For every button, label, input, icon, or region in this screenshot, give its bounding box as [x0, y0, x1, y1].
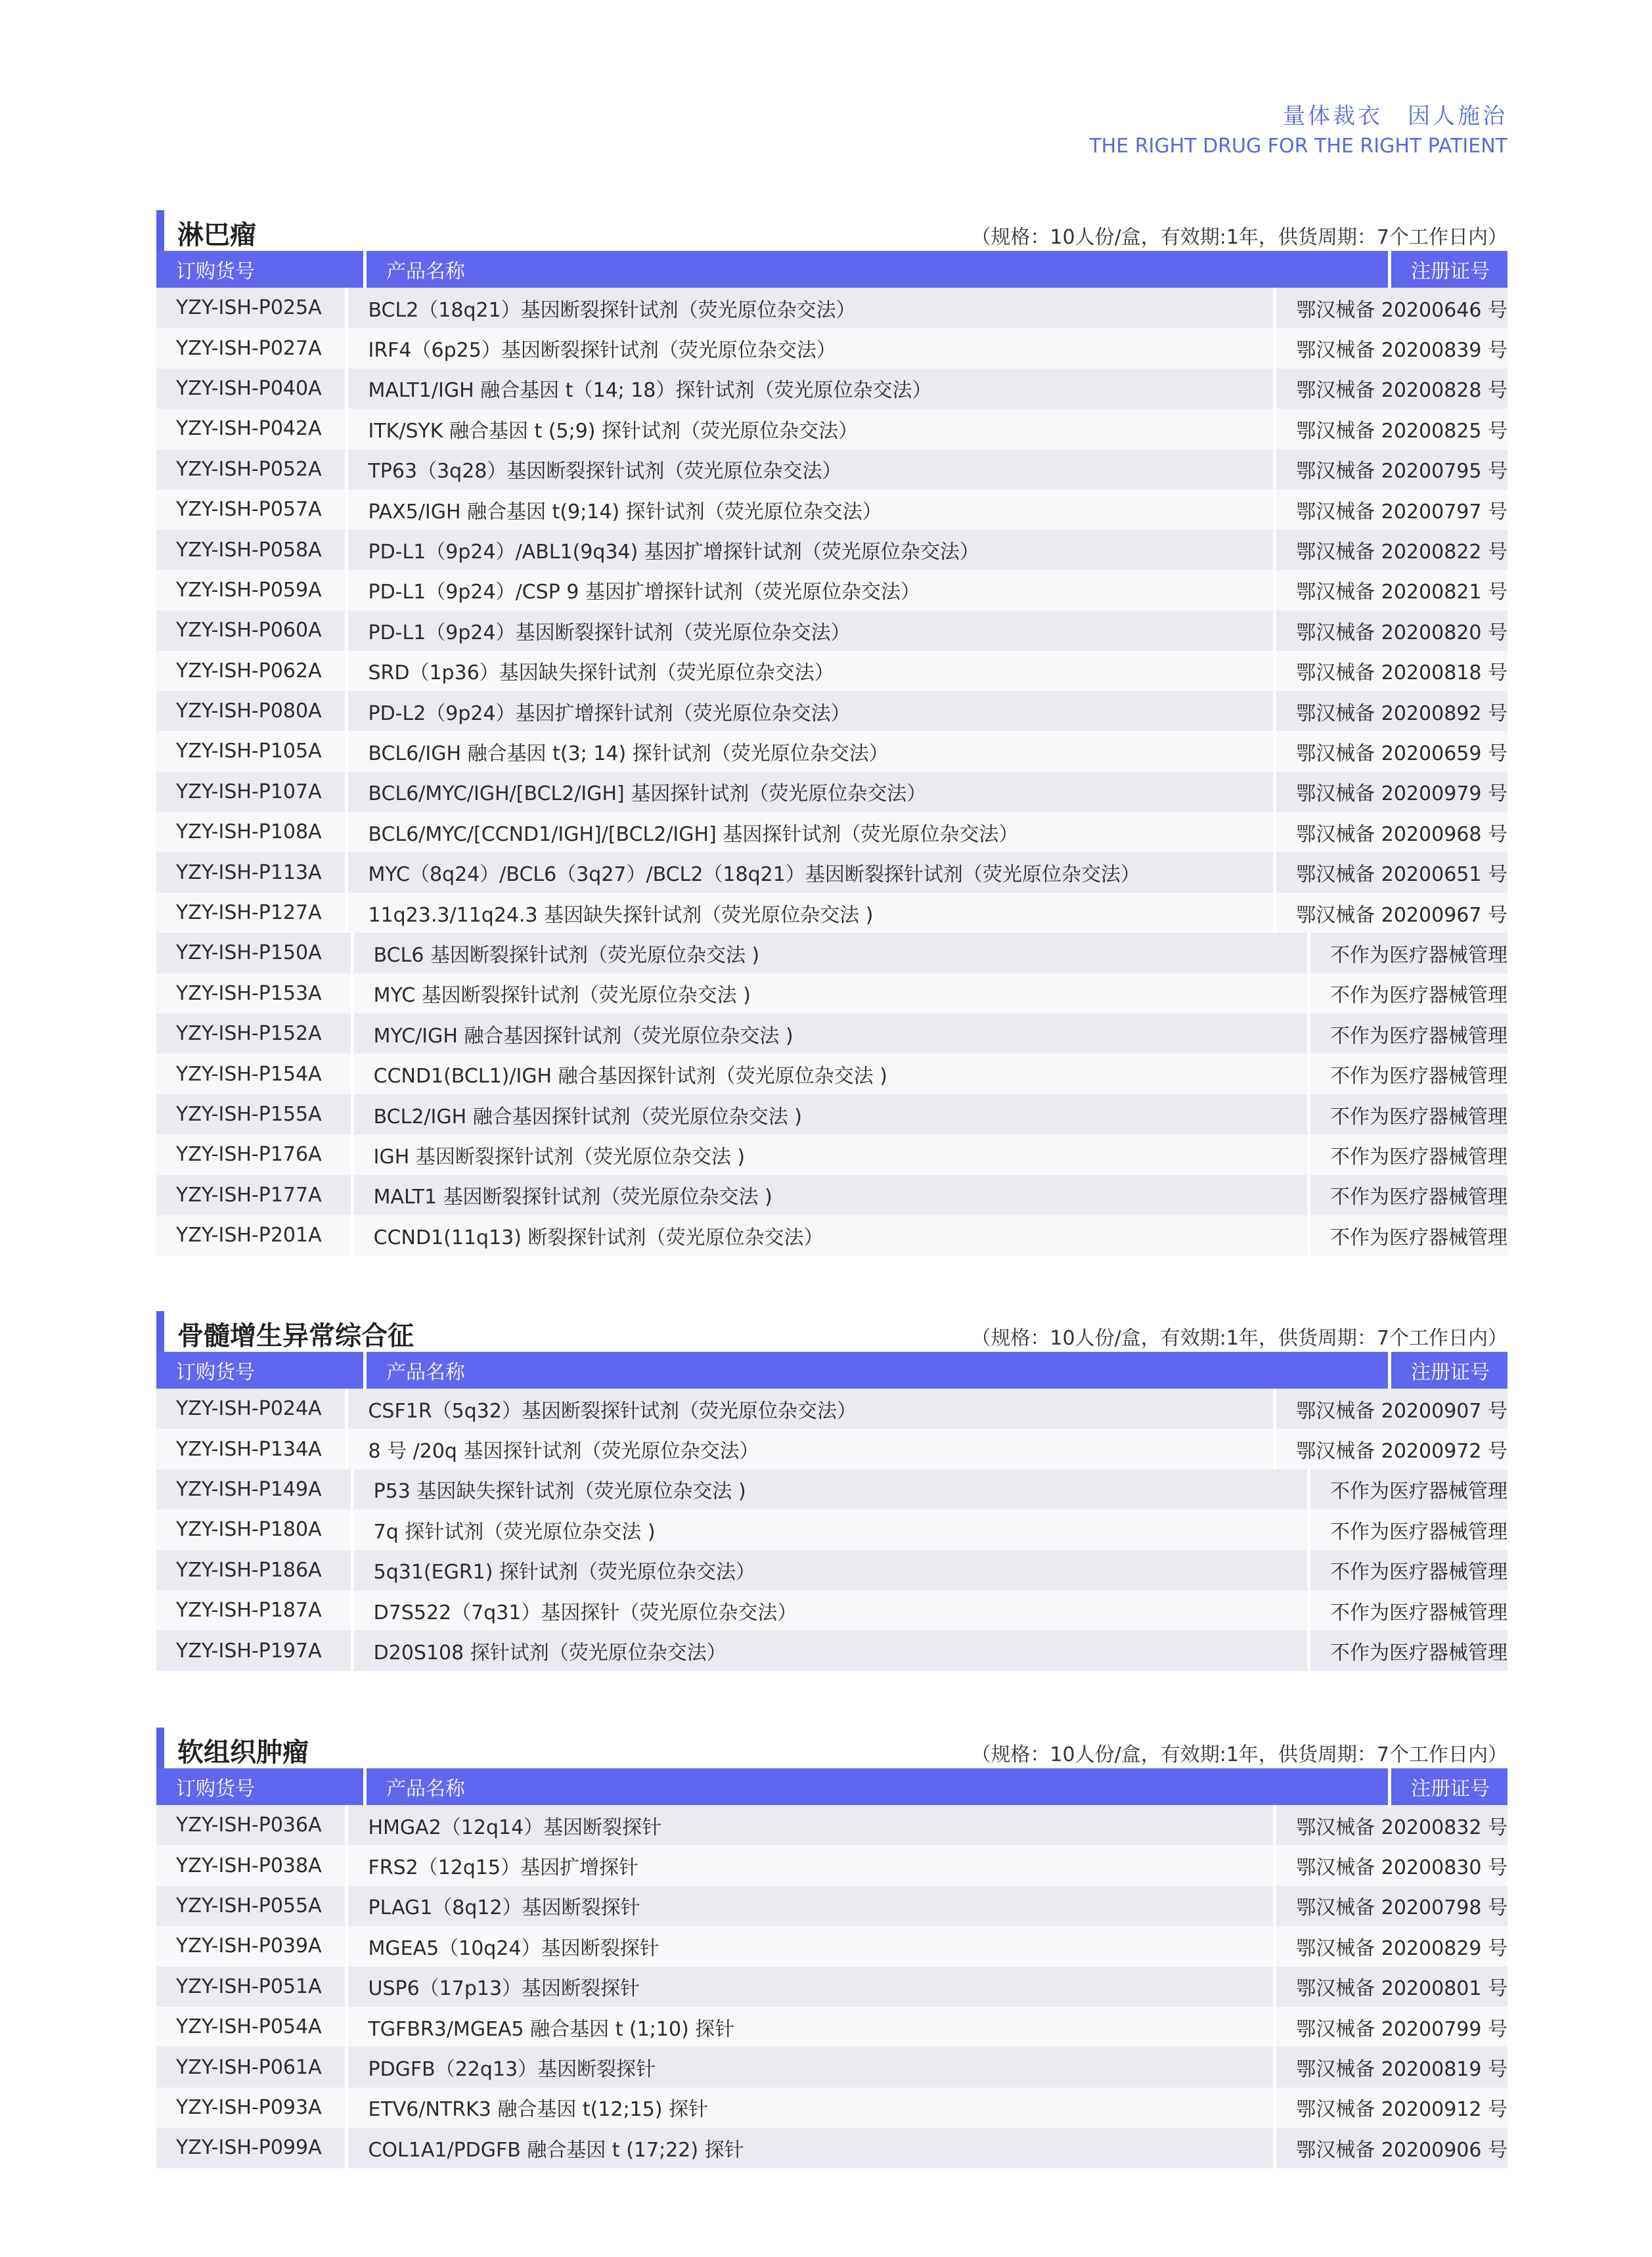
cell-product-name: MGEA5（10q24）基因断裂探针 [348, 1926, 1276, 1966]
table-body [156, 1805, 1507, 2168]
cell-registration-no: 鄂汉械备 20200801 号 [1296, 1977, 1507, 2001]
cell-registration-no: 不作为医疗器械管理 [1330, 1145, 1507, 1169]
cell-registration-no: 鄂汉械备 20200972 号 [1296, 1440, 1507, 1464]
section-title: 淋巴瘤 [177, 220, 256, 250]
cell-registration-no: 鄂汉械备 20200651 号 [1296, 863, 1507, 887]
cell-product-name: COL1A1/PDGFB 融合基因 t (17;22) 探针 [348, 2128, 1276, 2168]
section-soft-tissue-tumor [156, 1726, 1507, 2168]
cell-order-no: YZY-ISH-P052A [156, 449, 348, 489]
cell-order-no: YZY-ISH-P025A [156, 288, 348, 328]
header-order-no: 订购货号 [156, 1768, 367, 1805]
section-header [156, 1726, 1507, 1768]
cell-registration-no: 鄂汉械备 20200967 号 [1296, 903, 1507, 927]
cell-product-name: USP6（17p13）基因断裂探针 [348, 1967, 1276, 2007]
table-row [156, 1429, 1507, 1469]
section-lymphoma [156, 209, 1507, 1255]
table-row [156, 610, 1507, 650]
table-row [156, 1845, 1507, 1885]
table-row [156, 328, 1507, 368]
cell-registration-no: 不作为医疗器械管理 [1330, 1520, 1507, 1544]
table-row [156, 489, 1507, 529]
cell-product-name: 7q 探针试剂（荧光原位杂交法 ) [354, 1509, 1310, 1550]
cell-product-name: SRD（1p36）基因缺失探针试剂（荧光原位杂交法） [348, 651, 1276, 691]
cell-order-no: YZY-ISH-P027A [156, 328, 348, 368]
cell-product-name: 5q31(EGR1) 探针试剂（荧光原位杂交法） [354, 1550, 1310, 1590]
slogan-chinese: 量体裁衣 因人施治 [1283, 103, 1507, 129]
cell-order-no: YZY-ISH-P039A [156, 1926, 348, 1966]
table-header [156, 1352, 1507, 1389]
cell-product-name: PDGFB（22q13）基因断裂探针 [348, 2047, 1276, 2087]
table-row [156, 772, 1507, 812]
cell-order-no: YZY-ISH-P186A [156, 1550, 354, 1590]
cell-order-no: YZY-ISH-P036A [156, 1805, 348, 1845]
table-row [156, 1967, 1507, 2007]
section-spec: （规格：10人份/盒，有效期:1年，供货周期：7个工作日内） [971, 1327, 1507, 1350]
cell-registration-no: 鄂汉械备 20200821 号 [1296, 581, 1507, 604]
cell-product-name: ETV6/NTRK3 融合基因 t(12;15) 探针 [348, 2088, 1276, 2128]
cell-order-no: YZY-ISH-P042A [156, 409, 348, 449]
header-product-name: 产品名称 [367, 1768, 1391, 1805]
cell-registration-no: 不作为医疗器械管理 [1330, 1105, 1507, 1128]
cell-product-name: BCL6/MYC/[CCND1/IGH]/[BCL2/IGH] 基因探针试剂（荧光原位杂交法） [348, 812, 1276, 852]
cell-registration-no: 鄂汉械备 20200830 号 [1296, 1856, 1507, 1880]
cell-registration-no: 鄂汉械备 20200828 号 [1296, 379, 1507, 403]
cell-order-no: YZY-ISH-P051A [156, 1967, 348, 2007]
cell-order-no: YZY-ISH-P105A [156, 731, 348, 771]
table-header [156, 1768, 1507, 1805]
cell-order-no: YZY-ISH-P061A [156, 2047, 348, 2087]
cell-product-name: CCND1(11q13) 断裂探针试剂（荧光原位杂交法） [354, 1215, 1310, 1255]
table-row [156, 691, 1507, 731]
cell-product-name: MYC（8q24）/BCL6（3q27）/BCL2（18q21）基因断裂探针试剂（荧光原位杂交法） [348, 852, 1276, 892]
cell-order-no: YZY-ISH-P062A [156, 651, 348, 691]
cell-order-no: YZY-ISH-P055A [156, 1886, 348, 1926]
cell-product-name: MYC/IGH 融合基因探针试剂（荧光原位杂交法 ) [354, 1014, 1310, 1054]
table-row [156, 288, 1507, 328]
section-title: 软组织肿瘤 [177, 1737, 309, 1768]
header-registration-no: 注册证号 [1411, 1777, 1490, 1800]
slogan-english: THE RIGHT DRUG FOR THE RIGHT PATIENT [1089, 135, 1507, 158]
cell-order-no: YZY-ISH-P038A [156, 1845, 348, 1885]
cell-registration-no: 鄂汉械备 20200829 号 [1296, 1936, 1507, 1960]
cell-order-no: YZY-ISH-P152A [156, 1014, 354, 1054]
cell-order-no: YZY-ISH-P057A [156, 489, 348, 529]
table-row [156, 1590, 1507, 1630]
table-row [156, 1215, 1507, 1255]
table-row [156, 1886, 1507, 1926]
section-accent-bar [156, 210, 164, 251]
header-order-no: 订购货号 [156, 251, 367, 288]
table-row [156, 852, 1507, 892]
cell-product-name: BCL6/MYC/IGH/[BCL2/IGH] 基因探针试剂（荧光原位杂交法） [348, 772, 1276, 812]
cell-product-name: TP63（3q28）基因断裂探针试剂（荧光原位杂交法） [348, 449, 1276, 489]
cell-product-name: PAX5/IGH 融合基因 t(9;14) 探针试剂（荧光原位杂交法） [348, 489, 1276, 529]
cell-registration-no: 不作为医疗器械管理 [1330, 1642, 1507, 1665]
cell-registration-no: 鄂汉械备 20200907 号 [1296, 1399, 1507, 1423]
cell-product-name: MALT1/IGH 融合基因 t（14; 18）探针试剂（荧光原位杂交法） [348, 369, 1276, 409]
table-row [156, 1805, 1507, 1845]
cell-product-name: IRF4（6p25）基因断裂探针试剂（荧光原位杂交法） [348, 328, 1276, 368]
cell-registration-no: 鄂汉械备 20200912 号 [1296, 2098, 1507, 2122]
header-product-name: 产品名称 [367, 1352, 1391, 1389]
table-row [156, 2007, 1507, 2047]
table-row [156, 893, 1507, 933]
section-mds [156, 1310, 1507, 1671]
cell-product-name: PLAG1（8q12）基因断裂探针 [348, 1886, 1276, 1926]
cell-order-no: YZY-ISH-P080A [156, 691, 348, 731]
header-order-no: 订购货号 [156, 1352, 367, 1389]
table-row [156, 1134, 1507, 1174]
table-row [156, 1175, 1507, 1215]
section-accent-bar [156, 1311, 164, 1352]
cell-order-no: YZY-ISH-P176A [156, 1134, 354, 1174]
cell-registration-no: 鄂汉械备 20200818 号 [1296, 661, 1507, 685]
table-row [156, 812, 1507, 852]
table-body [156, 1389, 1507, 1671]
cell-order-no: YZY-ISH-P054A [156, 2007, 348, 2047]
header-product-name: 产品名称 [367, 251, 1391, 288]
cell-order-no: YZY-ISH-P040A [156, 369, 348, 409]
cell-registration-no: 鄂汉械备 20200799 号 [1296, 2017, 1507, 2041]
table-row [156, 651, 1507, 691]
table-row [156, 1469, 1507, 1509]
cell-order-no: YZY-ISH-P058A [156, 529, 348, 570]
cell-product-name: D20S108 探针试剂（荧光原位杂交法） [354, 1630, 1310, 1670]
section-accent-bar [156, 1728, 164, 1768]
table-row [156, 1389, 1507, 1429]
cell-order-no: YZY-ISH-P149A [156, 1469, 354, 1509]
cell-registration-no: 鄂汉械备 20200822 号 [1296, 541, 1507, 564]
header-registration-no: 注册证号 [1411, 260, 1490, 283]
cell-registration-no: 不作为医疗器械管理 [1330, 1226, 1507, 1249]
table-row [156, 1630, 1507, 1670]
cell-product-name: P53 基因缺失探针试剂（荧光原位杂交法 ) [354, 1469, 1310, 1509]
table-row [156, 2088, 1507, 2128]
table-row [156, 449, 1507, 489]
cell-registration-no: 鄂汉械备 20200832 号 [1296, 1816, 1507, 1839]
cell-registration-no: 鄂汉械备 20200646 号 [1296, 298, 1507, 322]
cell-order-no: YZY-ISH-P150A [156, 933, 354, 973]
cell-product-name: PD-L1（9p24）基因断裂探针试剂（荧光原位杂交法） [348, 610, 1276, 650]
cell-registration-no: 鄂汉械备 20200839 号 [1296, 339, 1507, 363]
cell-registration-no: 不作为医疗器械管理 [1330, 1601, 1507, 1624]
cell-order-no: YZY-ISH-P155A [156, 1094, 354, 1134]
section-header [156, 1310, 1507, 1352]
table-row [156, 1550, 1507, 1590]
cell-order-no: YZY-ISH-P107A [156, 772, 348, 812]
cell-order-no: YZY-ISH-P059A [156, 570, 348, 610]
cell-product-name: MALT1 基因断裂探针试剂（荧光原位杂交法 ) [354, 1175, 1310, 1215]
section-header [156, 209, 1507, 251]
cell-registration-no: 鄂汉械备 20200797 号 [1296, 500, 1507, 524]
table-row [156, 1509, 1507, 1550]
cell-product-name: CSF1R（5q32）基因断裂探针试剂（荧光原位杂交法） [348, 1389, 1276, 1429]
slogan [1089, 102, 1507, 161]
cell-registration-no: 不作为医疗器械管理 [1330, 1024, 1507, 1048]
cell-order-no: YZY-ISH-P108A [156, 812, 348, 852]
cell-product-name: BCL6 基因断裂探针试剂（荧光原位杂交法 ) [354, 933, 1310, 973]
cell-order-no: YZY-ISH-P093A [156, 2088, 348, 2128]
table-row [156, 2047, 1507, 2087]
cell-product-name: 8 号 /20q 基因探针试剂（荧光原位杂交法） [348, 1429, 1276, 1469]
cell-product-name: BCL2/IGH 融合基因探针试剂（荧光原位杂交法 ) [354, 1094, 1310, 1134]
cell-registration-no: 不作为医疗器械管理 [1330, 984, 1507, 1008]
table-row [156, 409, 1507, 449]
cell-registration-no: 鄂汉械备 20200979 号 [1296, 782, 1507, 806]
cell-registration-no: 鄂汉械备 20200892 号 [1296, 702, 1507, 725]
table-row [156, 529, 1507, 570]
table-header [156, 251, 1507, 288]
cell-product-name: PD-L1（9p24）/ABL1(9q34) 基因扩增探针试剂（荧光原位杂交法） [348, 529, 1276, 570]
cell-registration-no: 鄂汉械备 20200795 号 [1296, 460, 1507, 483]
cell-order-no: YZY-ISH-P201A [156, 1215, 354, 1255]
cell-registration-no: 鄂汉械备 20200659 号 [1296, 742, 1507, 765]
table-row [156, 1926, 1507, 1966]
cell-order-no: YZY-ISH-P060A [156, 610, 348, 650]
cell-order-no: YZY-ISH-P154A [156, 1054, 354, 1094]
cell-product-name: BCL2（18q21）基因断裂探针试剂（荧光原位杂交法） [348, 288, 1276, 328]
table-row [156, 731, 1507, 771]
cell-product-name: ITK/SYK 融合基因 t (5;9) 探针试剂（荧光原位杂交法） [348, 409, 1276, 449]
cell-order-no: YZY-ISH-P180A [156, 1509, 354, 1550]
cell-product-name: BCL6/IGH 融合基因 t(3; 14) 探针试剂（荧光原位杂交法） [348, 731, 1276, 771]
cell-registration-no: 鄂汉械备 20200820 号 [1296, 621, 1507, 644]
cell-product-name: FRS2（12q15）基因扩增探针 [348, 1845, 1276, 1885]
cell-order-no: YZY-ISH-P113A [156, 852, 348, 892]
table-row [156, 570, 1507, 610]
cell-registration-no: 鄂汉械备 20200819 号 [1296, 2058, 1507, 2082]
section-spec: （规格：10人份/盒，有效期:1年，供货周期：7个工作日内） [971, 226, 1507, 249]
section-title: 骨髓增生异常综合征 [177, 1321, 414, 1351]
cell-registration-no: 鄂汉械备 20200798 号 [1296, 1896, 1507, 1920]
table-row [156, 369, 1507, 409]
cell-registration-no: 不作为医疗器械管理 [1330, 1186, 1507, 1209]
header-registration-no: 注册证号 [1411, 1361, 1490, 1384]
cell-registration-no: 不作为医疗器械管理 [1330, 1065, 1507, 1088]
cell-registration-no: 鄂汉械备 20200906 号 [1296, 2138, 1507, 2162]
table-row [156, 2128, 1507, 2168]
cell-registration-no: 不作为医疗器械管理 [1330, 1561, 1507, 1584]
table-row [156, 1054, 1507, 1094]
cell-order-no: YZY-ISH-P177A [156, 1175, 354, 1215]
cell-product-name: TGFBR3/MGEA5 融合基因 t (1;10) 探针 [348, 2007, 1276, 2047]
cell-registration-no: 不作为医疗器械管理 [1330, 943, 1507, 967]
cell-order-no: YZY-ISH-P134A [156, 1429, 348, 1469]
table-row [156, 973, 1507, 1014]
cell-order-no: YZY-ISH-P099A [156, 2128, 348, 2168]
cell-product-name: HMGA2（12q14）基因断裂探针 [348, 1805, 1276, 1845]
cell-registration-no: 不作为医疗器械管理 [1330, 1480, 1507, 1504]
cell-product-name: PD-L2（9p24）基因扩增探针试剂（荧光原位杂交法） [348, 691, 1276, 731]
cell-registration-no: 鄂汉械备 20200825 号 [1296, 419, 1507, 443]
cell-product-name: CCND1(BCL1)/IGH 融合基因探针试剂（荧光原位杂交法 ) [354, 1054, 1310, 1094]
cell-order-no: YZY-ISH-P187A [156, 1590, 354, 1630]
cell-registration-no: 鄂汉械备 20200968 号 [1296, 822, 1507, 846]
table-row [156, 933, 1507, 973]
section-spec: （规格：10人份/盒，有效期:1年，供货周期：7个工作日内） [971, 1743, 1507, 1766]
cell-product-name: MYC 基因断裂探针试剂（荧光原位杂交法 ) [354, 973, 1310, 1014]
cell-order-no: YZY-ISH-P197A [156, 1630, 354, 1670]
cell-order-no: YZY-ISH-P153A [156, 973, 354, 1014]
cell-order-no: YZY-ISH-P024A [156, 1389, 348, 1429]
cell-product-name: D7S522（7q31）基因探针（荧光原位杂交法） [354, 1590, 1310, 1630]
table-body [156, 288, 1507, 1255]
table-row [156, 1094, 1507, 1134]
cell-order-no: YZY-ISH-P127A [156, 893, 348, 933]
cell-product-name: IGH 基因断裂探针试剂（荧光原位杂交法 ) [354, 1134, 1310, 1174]
table-row [156, 1014, 1507, 1054]
cell-product-name: PD-L1（9p24）/CSP 9 基因扩增探针试剂（荧光原位杂交法） [348, 570, 1276, 610]
cell-product-name: 11q23.3/11q24.3 基因缺失探针试剂（荧光原位杂交法 ) [348, 893, 1276, 933]
